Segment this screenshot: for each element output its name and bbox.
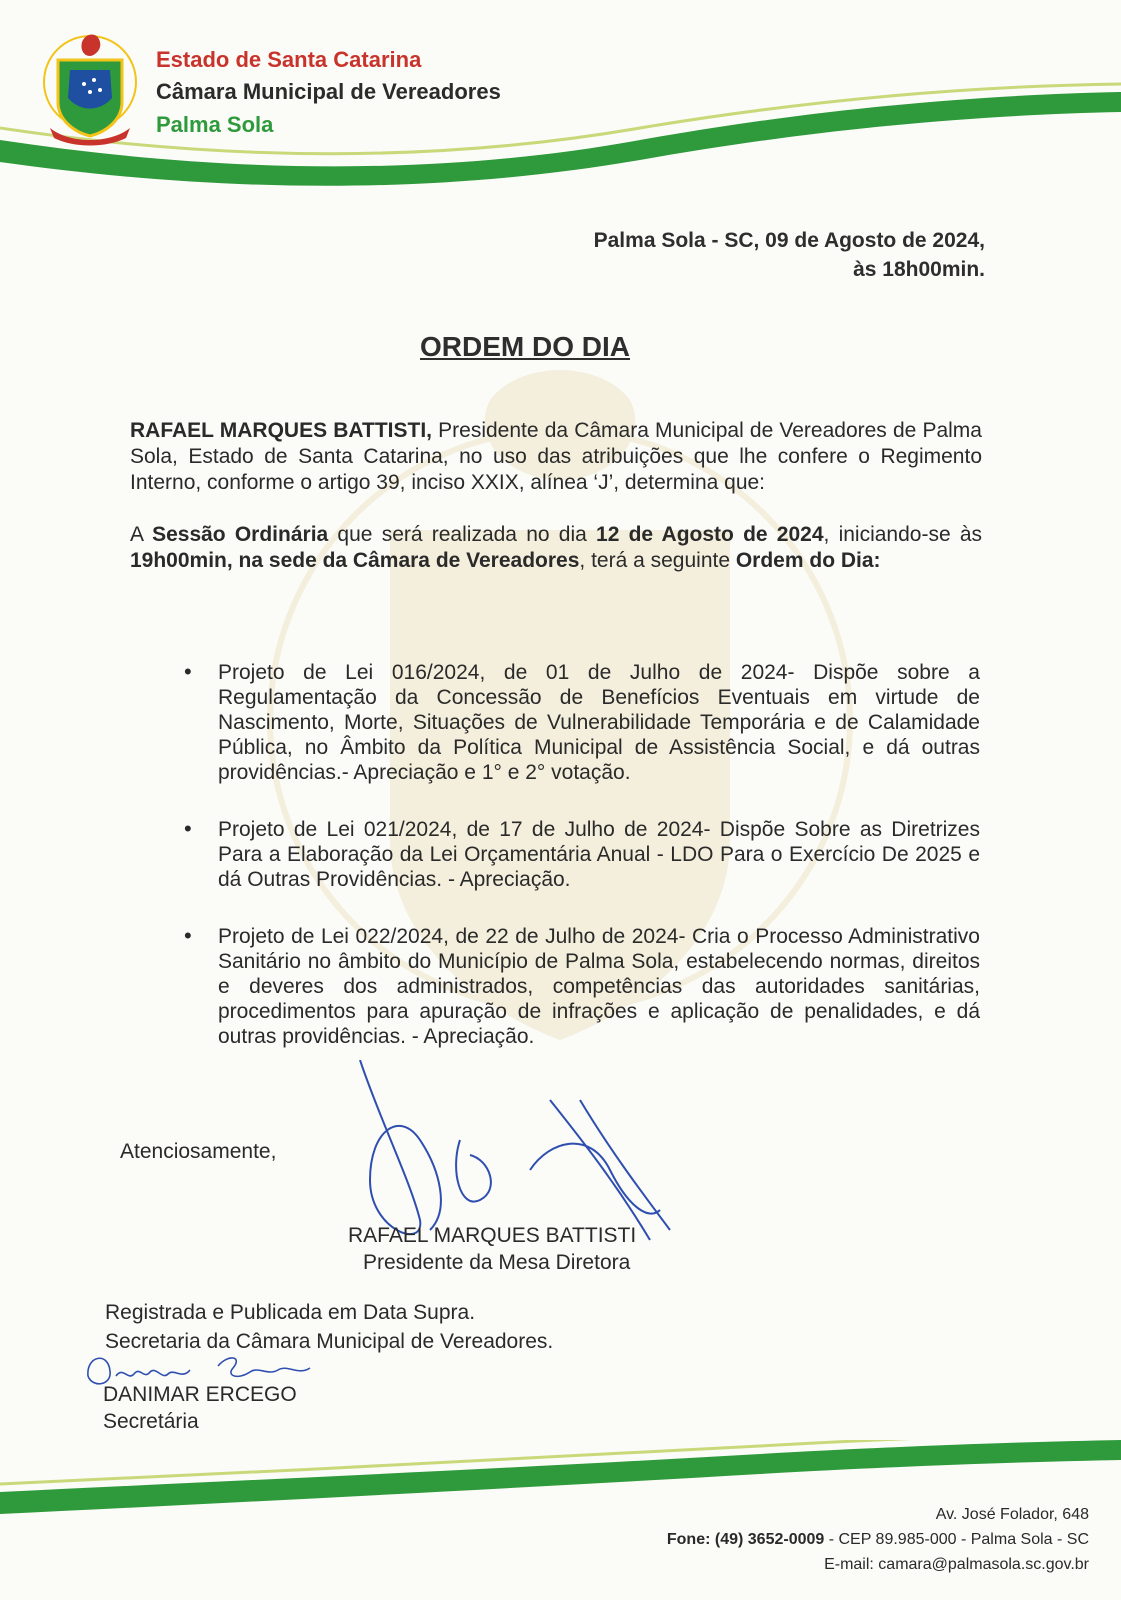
- intro-text: Presidente da Câmara Municipal de Vereadores de Palma Sola, Estado de Santa Catarina, no uso das atribuições que lhe confere o Regimento Interno, conforme o artigo 39, inciso XXIX, alínea ‘J’, determina que:: [130, 419, 982, 494]
- session-date: 12 de Agosto de 2024: [596, 523, 824, 546]
- registration-line-1: Registrada e Publicada em Data Supra.: [105, 1301, 476, 1324]
- agenda-item: • Projeto de Lei 022/2024, de 22 de Julho de 2024- Cria o Processo Administrativo Sanitário no âmbito do Município de Palma Sola, estabelecendo normas, direitos e deveres dos administrados, competências das autoridades sanitárias, procedimentos para apuração de infrações e aplicação de penalidades, e dá outras providências. - Apreciação.: [184, 924, 980, 1049]
- registration-line-2: Secretaria da Câmara Municipal de Vereadores.: [105, 1330, 554, 1353]
- footer-email[interactable]: E-mail: camara@palmasola.sc.gov.br: [824, 1556, 1089, 1573]
- session-text-1: A: [130, 523, 153, 546]
- session-agenda-label: Ordem do Dia:: [735, 549, 881, 572]
- secretary-name: DANIMAR ERCEGO: [103, 1383, 297, 1406]
- president-name: RAFAEL MARQUES BATTISTI,: [130, 419, 433, 442]
- signer-role: Presidente da Mesa Diretora: [363, 1251, 631, 1274]
- secretary-role: Secretária: [103, 1410, 199, 1433]
- intro-paragraph: [130, 418, 982, 496]
- signer-name: RAFAEL MARQUES BATTISTI: [348, 1224, 637, 1247]
- footer-phone: Fone: (49) 3652-0009: [666, 1531, 825, 1548]
- municipal-coat-of-arms-logo: [40, 20, 140, 150]
- session-paragraph: [130, 522, 982, 574]
- document-title: ORDEM DO DIA: [420, 331, 630, 362]
- agenda-list: [184, 660, 980, 1081]
- date-line-1: Palma Sola - SC, 09 de Agosto de 2024,: [593, 229, 985, 252]
- session-text-3: , iniciando-se às: [823, 523, 983, 546]
- session-text-4: , terá a seguinte: [579, 549, 736, 572]
- session-type: Sessão Ordinária: [152, 523, 329, 546]
- institution-chamber: Câmara Municipal de Vereadores: [156, 79, 501, 104]
- institution-state: Estado de Santa Catarina: [156, 47, 422, 72]
- closing-salutation: Atenciosamente,: [120, 1140, 277, 1163]
- session-text-2: que será realizada no dia: [328, 523, 597, 546]
- footer-address: Av. José Folador, 648: [935, 1506, 1089, 1523]
- agenda-item: • Projeto de Lei 021/2024, de 17 de Julho de 2024- Dispõe Sobre as Diretrizes Para a Elaboração da Lei Orçamentária Anual - LDO Para o Exercício De 2025 e dá Outras Providências. - Apreciação.: [184, 817, 980, 892]
- footer-phone-line: [667, 1531, 1089, 1549]
- session-time-place: 19h00min, na sede da Câmara de Vereadores: [130, 549, 580, 572]
- institution-city: Palma Sola: [156, 112, 274, 137]
- agenda-item: • Projeto de Lei 016/2024, de 01 de Julho de 2024- Dispõe sobre a Regulamentação da Concessão de Benefícios Eventuais em virtude de Nascimento, Morte, Situações de Vulnerabilidade Temporária e de Calamidade Pública, no Âmbito da Política Municipal de Assistência Social, e dá outras providências.- Apreciação e 1° e 2° votação.: [184, 660, 980, 785]
- date-line: [594, 226, 985, 284]
- footer-cep: - CEP 89.985-000 - Palma Sola - SC: [824, 1531, 1089, 1548]
- date-line-2: às 18h00min.: [853, 258, 985, 281]
